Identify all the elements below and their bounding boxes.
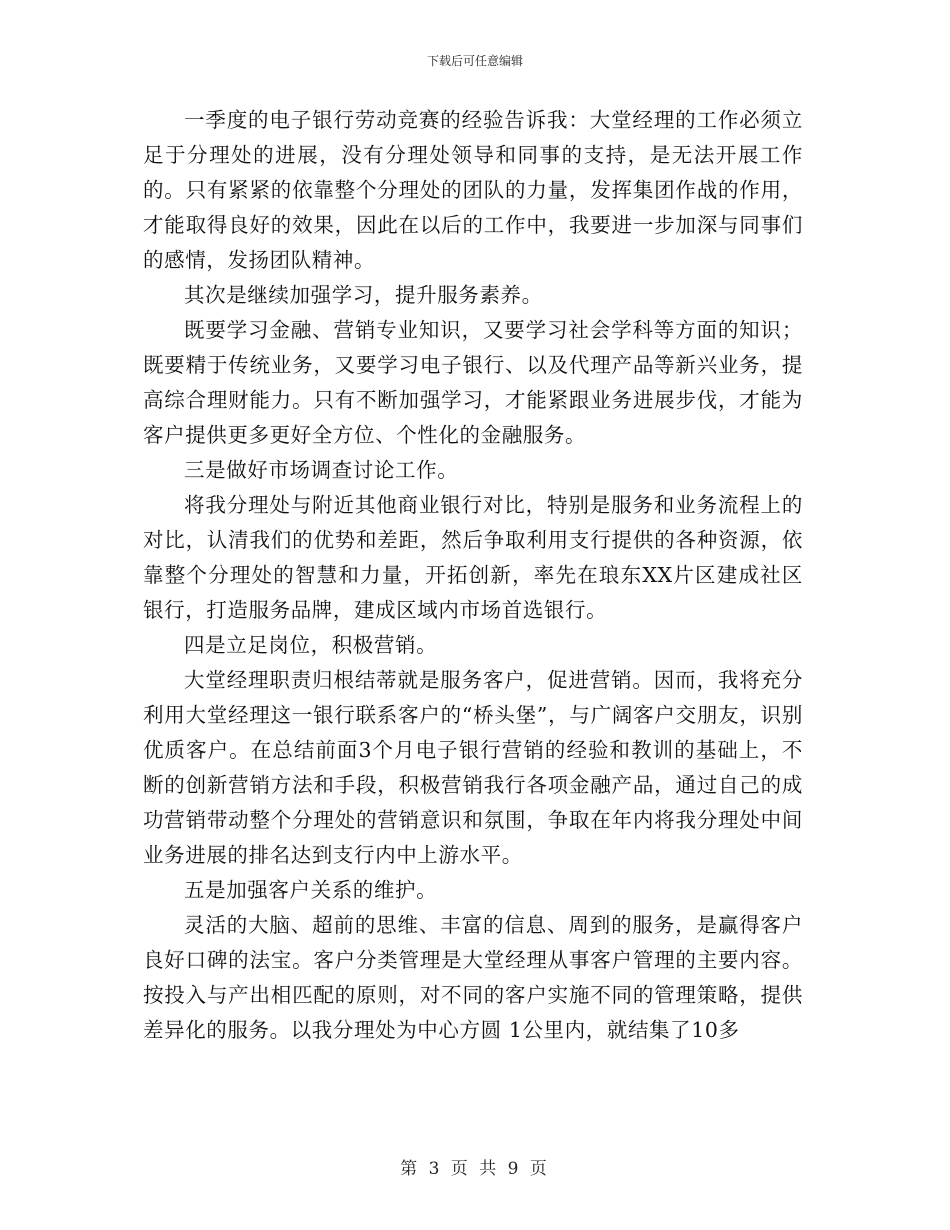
paragraph-heading-study: 其次是继续加强学习，提升服务素养。 bbox=[184, 283, 543, 307]
paragraph-marketing: 大堂经理职责归根结蒂就是服务客户，促进营销。因而，我将充分利用大堂经理这一银行联系客户的“桥头堡”，与广阔客户交朋友，识别优质客户。在总结前面3个月电子银行营销的经验和教训的基础上，不断的创新营销方法和手段，积极营销我行各项金融产品，通过自己的成功营销带动整个分理处的营销意识和氛围，争取在年内将我分理处中间业务进展的排名达到支行内中上游水平。 bbox=[143, 668, 803, 867]
page-header: 下载后可任意编辑 bbox=[426, 54, 523, 68]
paragraph-heading-research: 三是做好市场调查讨论工作。 bbox=[184, 458, 459, 482]
paragraph-heading-relations: 五是加强客户关系的维护。 bbox=[184, 878, 438, 902]
paragraph-relations: 灵活的大脑、超前的思维、丰富的信息、周到的服务，是赢得客户良好口碑的法宝。客户分类管理是大堂经理从事客户管理的主要内容。按投入与产出相匹配的原则，对不同的客户实施不同的管理策略，提供差异化的服务。以我分理处为中心方圆 1公里内，就结集了10多 bbox=[143, 913, 803, 1042]
paragraph-research: 将我分理处与附近其他商业银行对比，特别是服务和业务流程上的对比，认清我们的优势和差距，然后争取利用支行提供的各种资源，依靠整个分理处的智慧和力量，开拓创新，率先在琅东XX片区建成社区银行，打造服务品牌，建成区域内市场首选银行。 bbox=[143, 493, 803, 622]
paragraph-teamwork: 一季度的电子银行劳动竞赛的经验告诉我：大堂经理的工作必须立足于分理处的进展，没有分理处领导和同事的支持，是无法开展工作的。只有紧紧的依靠整个分理处的团队的力量，发挥集团作战的作用，才能取得良好的效果，因此在以后的工作中，我要进一步加深与同事们的感情，发扬团队精神。 bbox=[143, 108, 803, 272]
paragraph-heading-marketing: 四是立足岗位，积极营销。 bbox=[184, 633, 438, 657]
page-footer: 第 3 页 共 9 页 bbox=[400, 1159, 550, 1179]
paragraph-study: 既要学习金融、营销专业知识，又要学习社会学科等方面的知识；既要精于传统业务，又要学习电子银行、以及代理产品等新兴业务，提高综合理财能力。只有不断加强学习，才能紧跟业务进展步伐，才能为客户提供更多更好全方位、个性化的金融服务。 bbox=[143, 318, 803, 447]
document-body bbox=[143, 103, 803, 1048]
